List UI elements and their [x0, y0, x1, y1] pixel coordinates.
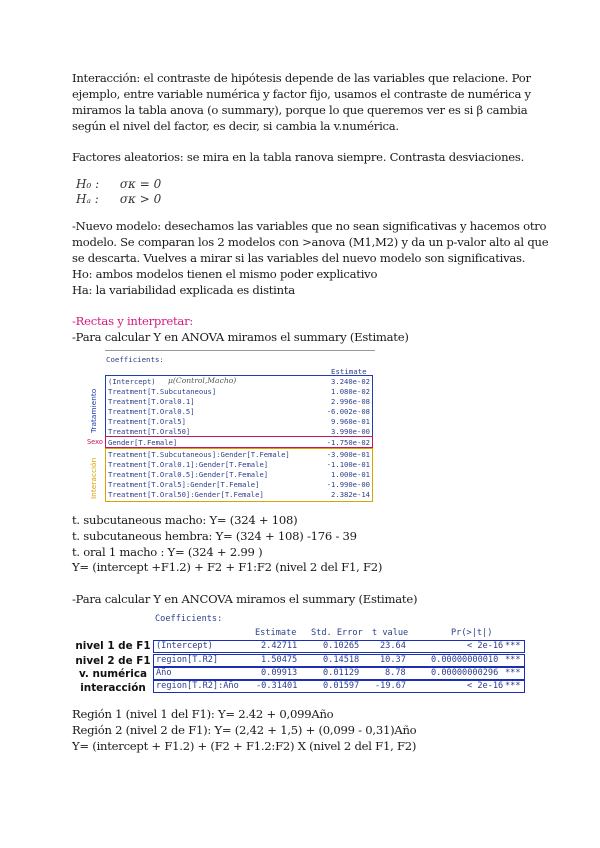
- coef-name: Treatment[T.Oral0.1]: [108, 397, 195, 406]
- r3-se: 0.01597: [323, 681, 360, 691]
- hypothesis-h0: [76, 177, 161, 192]
- coef-row: [106, 470, 374, 480]
- r1-se: 0.14518: [323, 655, 360, 665]
- coef-value: 1.000e-01: [331, 470, 370, 479]
- coef-value: 2.382e-14: [331, 490, 370, 499]
- r3-name: region[T.R2]:Año: [156, 681, 239, 691]
- rectas-heading: -Rectas y interpretar:: [72, 314, 194, 328]
- coef-row: [106, 397, 374, 407]
- r0-p: < 2e-16: [467, 641, 504, 651]
- sexo-label: Sexo: [87, 438, 103, 446]
- coef-name: Gender[T.Female]: [108, 438, 178, 447]
- ancova-intro: -Para calcular Y en ANCOVA miramos el summary (Estimate): [72, 592, 418, 606]
- coef-name: Treatment[T.Oral50]:Gender[T.Female]: [108, 490, 264, 499]
- r2-estimate: 0.09913: [261, 668, 298, 678]
- interaccion-line-4: según el nivel del factor, es decir, si cambia la v.numérica.: [72, 119, 399, 133]
- r1-estimate: 1.50475: [261, 655, 298, 665]
- r0-name: (Intercept): [156, 641, 213, 651]
- coef-row: [106, 407, 374, 417]
- coef-value: 2.996e-08: [331, 397, 370, 406]
- interaccion-line-3: miramos la tabla anova (o summary), porque lo que queremos ver es si β cambia: [72, 103, 528, 117]
- anova-intro: -Para calcular Y en ANOVA miramos el summary (Estimate): [72, 330, 409, 344]
- coef-value: 1.080e-02: [331, 387, 370, 396]
- estimate-header: Estimate: [331, 367, 367, 376]
- nuevo-modelo-line-1: -Nuevo modelo: desechamos las variables que no sean significativas y hacemos otro: [72, 219, 547, 233]
- label-vnumerica: v. numérica: [78, 668, 147, 680]
- r3-estimate: -0.31401: [256, 681, 298, 691]
- r2-se: 0.01129: [323, 668, 360, 678]
- ho-line: Ho: ambos modelos tienen el mismo poder explicativo: [72, 267, 378, 281]
- r0-sig: ***: [505, 641, 521, 651]
- coef-name: Treatment[T.Oral0.5]: [108, 407, 195, 416]
- coef-value: -1.990e-00: [326, 480, 370, 489]
- coefficients-header: Coefficients:: [106, 355, 164, 364]
- aleatorios-line: Factores aleatorios: se mira en la tabla ranova siempre. Contrasta desviaciones.: [72, 150, 525, 164]
- label-nivel2: nivel 2 de F1: [75, 655, 151, 667]
- r0-se: 0.10265: [323, 641, 360, 651]
- coef-name: Treatment[T.Subcutaneous]: [108, 387, 217, 396]
- ancova-example-1: Región 1 (nivel 1 del F1): Y= 2.42 + 0,099Año: [72, 707, 334, 721]
- coef-value: 3.240e-02: [331, 377, 370, 386]
- ancova-coefficients-table: [73, 612, 533, 696]
- coef-name: Treatment[T.Oral5]: [108, 417, 186, 426]
- coef-row-intercept: [106, 377, 374, 387]
- ha-expression: σκ > 0: [119, 192, 162, 206]
- ancova-formula: Y= (intercept + F1.2) + (F2 + F1.2:F2) X (nivel 2 del F1, F2): [72, 739, 417, 753]
- r3-sig: ***: [505, 681, 521, 691]
- r2-sig: ***: [505, 668, 521, 678]
- ha-line: Ha: la variabilidad explicada es distinta: [72, 283, 295, 297]
- anova-example-1: t. subcutaneous macho: Y= (324 + 108): [72, 513, 298, 527]
- r3-p: < 2e-16: [467, 681, 504, 691]
- r3-t: -19.67: [375, 681, 407, 691]
- col-std-error: Std. Error: [311, 628, 363, 638]
- coef-value: -1.100e-01: [326, 460, 370, 469]
- coef-value: -1.750e-02: [326, 438, 370, 447]
- coef-name: Treatment[T.Oral5]:Gender[T.Female]: [108, 480, 260, 489]
- coef-value: -3.900e-01: [326, 450, 370, 459]
- coef-name: Treatment[T.Oral50]: [108, 427, 191, 436]
- coef-name: Treatment[T.Subcutaneous]:Gender[T.Female]: [108, 450, 290, 459]
- hypothesis-ha: [76, 192, 161, 207]
- anova-coefficients-table: [89, 347, 381, 504]
- label-interaccion: interacción: [80, 682, 146, 694]
- h0-label: H₀ :: [76, 177, 100, 191]
- coef-row-gender: [106, 438, 374, 448]
- coef-row: [106, 450, 374, 460]
- table-top-rule: [105, 350, 375, 351]
- coef-name: (Intercept): [108, 377, 156, 386]
- r0-estimate: 2.42711: [261, 641, 298, 651]
- r1-t: 10.37: [380, 655, 406, 665]
- coefficients-header: Coefficients:: [155, 614, 223, 624]
- mu-annotation: μ(Control,Macho): [168, 376, 237, 385]
- coef-row: [106, 480, 374, 490]
- coef-value: 9.960e-01: [331, 417, 370, 426]
- interaccion-line-1: Interacción: el contraste de hipótesis depende de las variables que relacione. Por: [72, 71, 531, 85]
- anova-formula: Y= (intercept +F1.2) + F2 + F1:F2 (nivel 2 del F1, F2): [72, 560, 383, 574]
- coef-row: [106, 427, 374, 437]
- coef-name: Treatment[T.Oral0.5]:Gender[T.Female]: [108, 470, 269, 479]
- coef-row: [106, 417, 374, 427]
- col-t-value: t value: [372, 628, 409, 638]
- nuevo-modelo-line-2: modelo. Se comparan los 2 modelos con >anova (M1,M2) y da un p-valor alto al que: [72, 235, 549, 249]
- h0-expression: σκ = 0: [119, 177, 162, 191]
- ha-label: Hₐ :: [76, 192, 99, 206]
- r2-t: 8.78: [385, 668, 406, 678]
- col-estimate: Estimate: [255, 628, 297, 638]
- r0-t: 23.64: [380, 641, 406, 651]
- coef-value: 3.990e-00: [331, 427, 370, 436]
- interaccion-label: Interacción: [89, 457, 98, 499]
- label-nivel1: nivel 1 de F1: [75, 640, 151, 652]
- coef-value: -6.002e-08: [326, 407, 370, 416]
- coef-row: [106, 490, 374, 500]
- r2-p: 0.00000000296: [431, 668, 499, 678]
- tratamiento-label: Tratamiento: [89, 388, 98, 433]
- r1-sig: ***: [505, 655, 521, 665]
- anova-example-3: t. oral 1 macho : Y= (324 + 2.99 ): [72, 545, 263, 559]
- col-p-value: Pr(>|t|): [451, 628, 493, 638]
- r2-name: Año: [156, 668, 172, 678]
- ancova-example-2: Región 2 (nivel 2 de F1): Y= (2,42 + 1,5) + (0,099 - 0,31)Año: [72, 723, 417, 737]
- coef-name: Treatment[T.Oral0.1]:Gender[T.Female]: [108, 460, 269, 469]
- coef-row: [106, 387, 374, 397]
- coef-row: [106, 460, 374, 470]
- interaccion-line-2: ejemplo, entre variable numérica y factor fijo, usamos el contraste de numérica y: [72, 87, 531, 101]
- anova-example-2: t. subcutaneous hembra: Y= (324 + 108) -176 - 39: [72, 529, 357, 543]
- nuevo-modelo-line-3: se descarta. Vuelves a mirar si las variables del nuevo modelo son significativas.: [72, 251, 526, 265]
- r1-p: 0.00000000010: [431, 655, 499, 665]
- r1-name: region[T.R2]: [156, 655, 219, 665]
